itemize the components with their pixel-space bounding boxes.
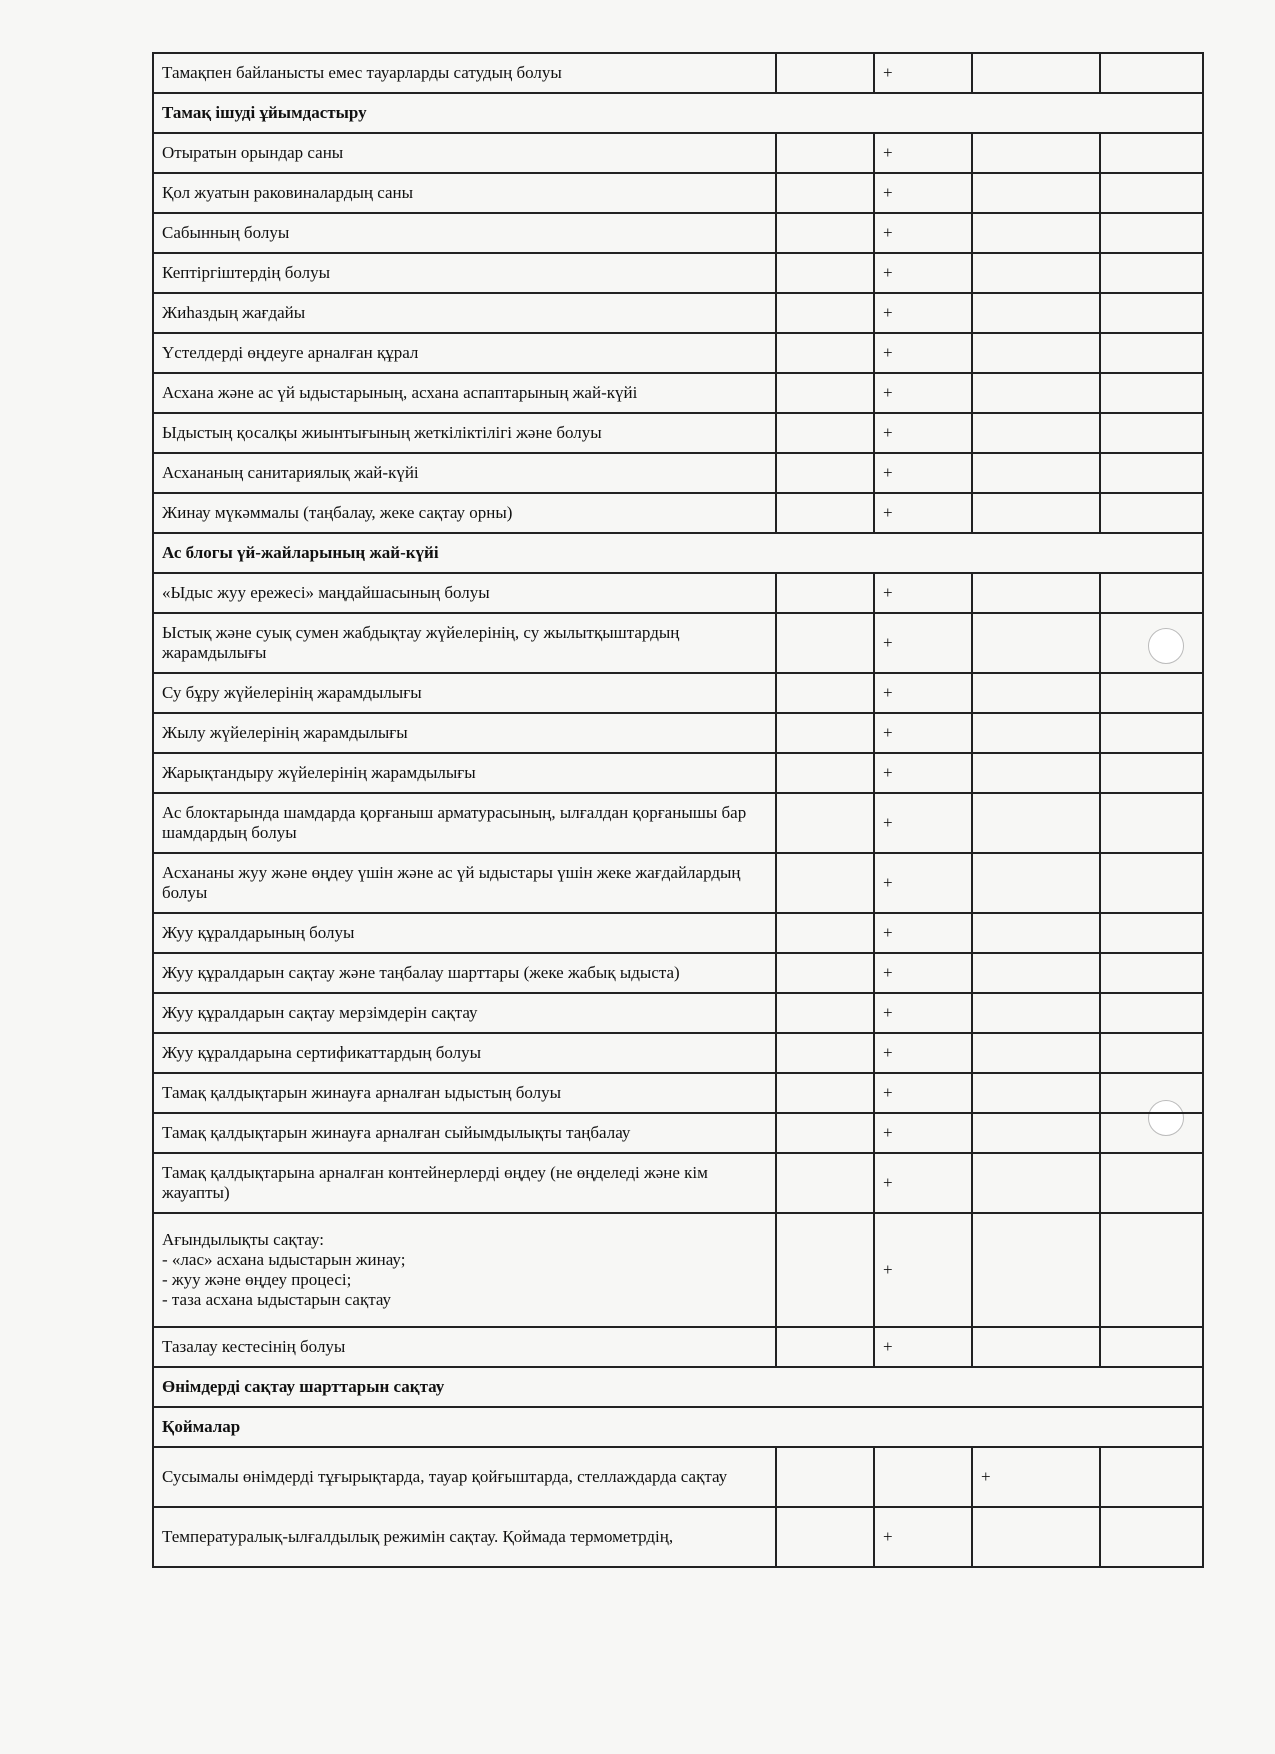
mark-cell-col2: + <box>874 573 972 613</box>
mark-cell-col2: + <box>874 713 972 753</box>
section-title: Өнімдерді сақтау шарттарын сақтау <box>153 1367 1203 1407</box>
mark-cell-col3 <box>972 753 1100 793</box>
criterion-label: Жылу жүйелерінің жарамдылығы <box>153 713 776 753</box>
mark-cell-col2: + <box>874 853 972 913</box>
mark-cell-col2: + <box>874 613 972 673</box>
inspection-checklist-table <box>152 52 1204 1568</box>
mark-cell-col1 <box>776 1033 874 1073</box>
checklist-row <box>153 1447 1203 1507</box>
mark-cell-col1 <box>776 53 874 93</box>
mark-cell-col3 <box>972 1153 1100 1213</box>
mark-cell-col2: + <box>874 173 972 213</box>
checklist-row <box>153 293 1203 333</box>
section-header-row <box>153 1407 1203 1447</box>
criterion-label: Ыстық және суық сумен жабдықтау жүйелерінің, су жылытқыштардың жарамдылығы <box>153 613 776 673</box>
mark-cell-col4 <box>1100 573 1203 613</box>
checklist-row <box>153 613 1203 673</box>
mark-cell-col1 <box>776 1113 874 1153</box>
mark-cell-col1 <box>776 253 874 293</box>
checklist-row <box>153 953 1203 993</box>
criterion-label: «Ыдыс жуу ережесі» маңдайшасының болуы <box>153 573 776 613</box>
checklist-row <box>153 573 1203 613</box>
mark-cell-col3 <box>972 373 1100 413</box>
checklist-row <box>153 53 1203 93</box>
mark-cell-col3 <box>972 1507 1100 1567</box>
mark-cell-col1 <box>776 1327 874 1367</box>
mark-cell-col4 <box>1100 793 1203 853</box>
mark-cell-col3: + <box>972 1447 1100 1507</box>
mark-cell-col2: + <box>874 1113 972 1153</box>
mark-cell-col3 <box>972 413 1100 453</box>
mark-cell-col2: + <box>874 413 972 453</box>
mark-cell-col4 <box>1100 993 1203 1033</box>
section-title: Қоймалар <box>153 1407 1203 1447</box>
mark-cell-col2: + <box>874 913 972 953</box>
mark-cell-col1 <box>776 673 874 713</box>
criterion-label: Жуу құралдарының болуы <box>153 913 776 953</box>
mark-cell-col2: + <box>874 333 972 373</box>
section-title: Тамақ ішуді ұйымдастыру <box>153 93 1203 133</box>
criterion-label: Тамақ қалдықтарын жинауға арналған ыдыстың болуы <box>153 1073 776 1113</box>
checklist-row <box>153 333 1203 373</box>
checklist-row <box>153 173 1203 213</box>
mark-cell-col1 <box>776 753 874 793</box>
section-header-row <box>153 1367 1203 1407</box>
mark-cell-col3 <box>972 1073 1100 1113</box>
criterion-label: Отыратын орындар саны <box>153 133 776 173</box>
mark-cell-col3 <box>972 853 1100 913</box>
mark-cell-col3 <box>972 573 1100 613</box>
mark-cell-col3 <box>972 993 1100 1033</box>
mark-cell-col2: + <box>874 1153 972 1213</box>
criterion-label: Жуу құралдарын сақтау және таңбалау шарттары (жеке жабық ыдыста) <box>153 953 776 993</box>
criterion-label: Кептіргіштердің болуы <box>153 253 776 293</box>
mark-cell-col4 <box>1100 173 1203 213</box>
criterion-label: Жуу құралдарын сақтау мерзімдерін сақтау <box>153 993 776 1033</box>
checklist-row <box>153 853 1203 913</box>
checklist-row <box>153 753 1203 793</box>
mark-cell-col2: + <box>874 993 972 1033</box>
mark-cell-col1 <box>776 613 874 673</box>
mark-cell-col4 <box>1100 1033 1203 1073</box>
section-header-row <box>153 533 1203 573</box>
mark-cell-col4 <box>1100 53 1203 93</box>
mark-cell-col1 <box>776 573 874 613</box>
mark-cell-col4 <box>1100 713 1203 753</box>
mark-cell-col1 <box>776 993 874 1033</box>
mark-cell-col2: + <box>874 253 972 293</box>
criterion-label: Жиһаздың жағдайы <box>153 293 776 333</box>
mark-cell-col1 <box>776 913 874 953</box>
mark-cell-col2: + <box>874 673 972 713</box>
mark-cell-col3 <box>972 713 1100 753</box>
checklist-row <box>153 793 1203 853</box>
checklist-row <box>153 1033 1203 1073</box>
criterion-label: Сабынның болуы <box>153 213 776 253</box>
checklist-row <box>153 133 1203 173</box>
criterion-label: Үстелдерді өңдеуге арналған құрал <box>153 333 776 373</box>
mark-cell-col3 <box>972 1033 1100 1073</box>
mark-cell-col1 <box>776 133 874 173</box>
mark-cell-col3 <box>972 493 1100 533</box>
checklist-row <box>153 1113 1203 1153</box>
mark-cell-col4 <box>1100 1447 1203 1507</box>
mark-cell-col4 <box>1100 753 1203 793</box>
mark-cell-col2: + <box>874 953 972 993</box>
mark-cell-col2: + <box>874 53 972 93</box>
mark-cell-col3 <box>972 213 1100 253</box>
mark-cell-col1 <box>776 1153 874 1213</box>
mark-cell-col1 <box>776 333 874 373</box>
criterion-label: Асхананың санитариялық жай-күйі <box>153 453 776 493</box>
mark-cell-col4 <box>1100 1507 1203 1567</box>
mark-cell-col4 <box>1100 1113 1203 1153</box>
checklist-row <box>153 713 1203 753</box>
mark-cell-col1 <box>776 793 874 853</box>
mark-cell-col3 <box>972 333 1100 373</box>
checklist-row <box>153 1073 1203 1113</box>
mark-cell-col1 <box>776 1213 874 1327</box>
mark-cell-col2: + <box>874 1507 972 1567</box>
mark-cell-col3 <box>972 673 1100 713</box>
mark-cell-col4 <box>1100 673 1203 713</box>
mark-cell-col4 <box>1100 333 1203 373</box>
mark-cell-col2: + <box>874 453 972 493</box>
mark-cell-col1 <box>776 373 874 413</box>
mark-cell-col1 <box>776 213 874 253</box>
criterion-label: Сусымалы өнімдерді тұғырықтарда, тауар қойғыштарда, стеллаждарда сақтау <box>153 1447 776 1507</box>
criterion-label: Тамақпен байланысты емес тауарларды сатудың болуы <box>153 53 776 93</box>
mark-cell-col4 <box>1100 1327 1203 1367</box>
mark-cell-col3 <box>972 1113 1100 1153</box>
mark-cell-col1 <box>776 1447 874 1507</box>
mark-cell-col1 <box>776 413 874 453</box>
checklist-row <box>153 993 1203 1033</box>
checklist-body <box>153 53 1203 1567</box>
checklist-row <box>153 913 1203 953</box>
mark-cell-col4 <box>1100 253 1203 293</box>
mark-cell-col1 <box>776 1073 874 1113</box>
section-title: Ас блогы үй-жайларының жай-күйі <box>153 533 1203 573</box>
mark-cell-col2: + <box>874 493 972 533</box>
mark-cell-col4 <box>1100 1153 1203 1213</box>
checklist-row <box>153 373 1203 413</box>
mark-cell-col2: + <box>874 1033 972 1073</box>
criterion-label: Жарықтандыру жүйелерінің жарамдылығы <box>153 753 776 793</box>
mark-cell-col1 <box>776 293 874 333</box>
mark-cell-col1 <box>776 493 874 533</box>
mark-cell-col4 <box>1100 373 1203 413</box>
mark-cell-col4 <box>1100 913 1203 953</box>
mark-cell-col1 <box>776 853 874 913</box>
criterion-label: Ас блоктарында шамдарда қорғаныш арматурасының, ылғалдан қорғанышы бар шамдардың болуы <box>153 793 776 853</box>
mark-cell-col4 <box>1100 453 1203 493</box>
mark-cell-col4 <box>1100 1073 1203 1113</box>
mark-cell-col2: + <box>874 1213 972 1327</box>
checklist-row <box>153 1507 1203 1567</box>
criterion-label: Температуралық-ылғалдылық режимін сақтау. Қоймада термометрдің, <box>153 1507 776 1567</box>
mark-cell-col3 <box>972 293 1100 333</box>
mark-cell-col1 <box>776 1507 874 1567</box>
checklist-row <box>153 1327 1203 1367</box>
mark-cell-col4 <box>1100 493 1203 533</box>
mark-cell-col3 <box>972 613 1100 673</box>
mark-cell-col3 <box>972 253 1100 293</box>
criterion-label: Асхана және ас үй ыдыстарының, асхана аспаптарының жай-күйі <box>153 373 776 413</box>
mark-cell-col2: + <box>874 213 972 253</box>
mark-cell-col2: + <box>874 793 972 853</box>
criterion-label: Тазалау кестесінің болуы <box>153 1327 776 1367</box>
mark-cell-col4 <box>1100 413 1203 453</box>
checklist-row <box>153 493 1203 533</box>
mark-cell-col2: + <box>874 753 972 793</box>
checklist-row <box>153 453 1203 493</box>
mark-cell-col3 <box>972 133 1100 173</box>
criterion-label: Ағындылықты сақтау: - «лас» асхана ыдыстарын жинау; - жуу және өңдеу процесі; - таза асхана ыдыстарын сақтау <box>153 1213 776 1327</box>
mark-cell-col2: + <box>874 1073 972 1113</box>
mark-cell-col2 <box>874 1447 972 1507</box>
mark-cell-col4 <box>1100 213 1203 253</box>
mark-cell-col4 <box>1100 613 1203 673</box>
criterion-label: Асхананы жуу және өңдеу үшін және ас үй ыдыстары үшін жеке жағдайлардың болуы <box>153 853 776 913</box>
mark-cell-col1 <box>776 713 874 753</box>
mark-cell-col4 <box>1100 853 1203 913</box>
criterion-label: Ыдыстың қосалқы жиынтығының жеткіліктілігі және болуы <box>153 413 776 453</box>
criterion-label: Тамақ қалдықтарын жинауға арналған сыйымдылықты таңбалау <box>153 1113 776 1153</box>
mark-cell-col3 <box>972 53 1100 93</box>
mark-cell-col2: + <box>874 133 972 173</box>
checklist-row <box>153 253 1203 293</box>
mark-cell-col1 <box>776 453 874 493</box>
mark-cell-col3 <box>972 1327 1100 1367</box>
mark-cell-col2: + <box>874 1327 972 1367</box>
mark-cell-col1 <box>776 173 874 213</box>
criterion-label: Тамақ қалдықтарына арналған контейнерлерді өңдеу (не өңделеді және кім жауапты) <box>153 1153 776 1213</box>
mark-cell-col4 <box>1100 133 1203 173</box>
criterion-label: Қол жуатын раковиналардың саны <box>153 173 776 213</box>
checklist-row <box>153 1213 1203 1327</box>
mark-cell-col3 <box>972 913 1100 953</box>
mark-cell-col3 <box>972 793 1100 853</box>
checklist-row <box>153 673 1203 713</box>
mark-cell-col3 <box>972 1213 1100 1327</box>
mark-cell-col3 <box>972 953 1100 993</box>
checklist-row <box>153 213 1203 253</box>
criterion-label: Жинау мүкәммалы (таңбалау, жеке сақтау орны) <box>153 493 776 533</box>
mark-cell-col3 <box>972 453 1100 493</box>
mark-cell-col4 <box>1100 1213 1203 1327</box>
checklist-row <box>153 1153 1203 1213</box>
criterion-label: Жуу құралдарына сертификаттардың болуы <box>153 1033 776 1073</box>
mark-cell-col3 <box>972 173 1100 213</box>
mark-cell-col2: + <box>874 373 972 413</box>
mark-cell-col1 <box>776 953 874 993</box>
section-header-row <box>153 93 1203 133</box>
checklist-row <box>153 413 1203 453</box>
mark-cell-col4 <box>1100 953 1203 993</box>
mark-cell-col2: + <box>874 293 972 333</box>
mark-cell-col4 <box>1100 293 1203 333</box>
criterion-label: Су бұру жүйелерінің жарамдылығы <box>153 673 776 713</box>
